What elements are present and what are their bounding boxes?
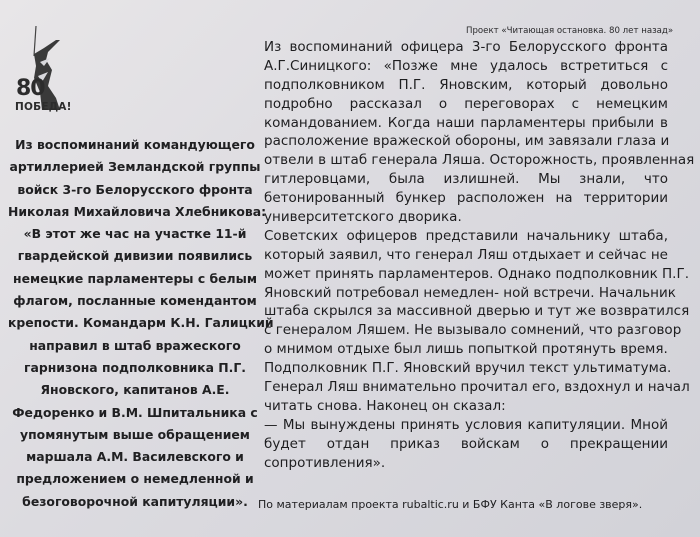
text-line: упомянутым выше обращением xyxy=(20,426,250,442)
text-line: читать снова. Наконец он сказал: xyxy=(264,397,506,414)
text-line: отвели в штаб генерала Ляша. Осторожность, проявленная xyxy=(264,152,695,169)
text-line: безоговорочной капитуляции». xyxy=(22,493,248,509)
text-line: Из воспоминаний офицера 3-го Белорусского фронта xyxy=(264,39,668,55)
khlebnikov-memoir xyxy=(8,134,274,513)
text-line: гарнизона подполковника П.Г. xyxy=(24,359,246,375)
text-line: может принять парламентеров. Однако подполковник П.Г. xyxy=(264,265,689,282)
text-line: войск 3-го Белорусского фронта xyxy=(17,181,253,197)
text-line: гвардейской дивизии появились xyxy=(17,248,253,264)
text-line: расположение вражеской обороны, им завязали глаза и xyxy=(264,133,670,150)
text-line: о мнимом отдыхе был лишь попыткой протянуть время. xyxy=(264,341,668,358)
text-line: немецкие парламентеры с белым xyxy=(13,270,257,286)
text-line: крепости. Командарм К.Н. Галицкий xyxy=(8,315,274,331)
logo-number: 80 xyxy=(16,76,45,101)
project-title: Проект «Читающая остановка. 80 лет назад» xyxy=(466,26,674,36)
text-line: А.Г.Синицкого: «Позже мне удалось встретиться с xyxy=(264,57,668,74)
text-line: Федоренко и В.М. Шпитальника с xyxy=(12,404,258,420)
text-line: бетонированный бункер расположен на территории xyxy=(264,190,668,207)
text-line: который заявил, что генерал Ляш отдыхает и сейчас не xyxy=(264,246,668,263)
text-line: артиллерией Земландской группы xyxy=(9,159,261,175)
text-line: Советских офицеров представили начальнику штаба, xyxy=(264,227,668,244)
text-line: подробно рассказал о переговорах с немецким xyxy=(264,95,668,112)
text-line: командованием. Когда наши парламентеры прибыли в xyxy=(264,114,668,131)
text-line: предложением о немедленной и xyxy=(16,471,254,487)
text-line: «В этот же час на участке 11-й xyxy=(23,226,247,242)
text-line: с генералом Ляшем. Не вызывало сомнений, что разговор xyxy=(264,322,682,339)
source-attribution: По материалам проекта rubaltic.ru и БФУ Канта «В логове зверя». xyxy=(258,498,643,511)
text-line: Подполковник П.Г. Яновский вручил текст ультиматума. xyxy=(264,360,672,377)
text-line: Яновский потребовал немедлен- ной встречи. Начальник xyxy=(264,284,676,301)
text-line: — Мы вынуждены принять условия капитуляции. Мной xyxy=(264,416,668,433)
text-line: Генерал Ляш внимательно прочитал его, вздохнул и начал xyxy=(264,379,690,396)
text-line: маршала А.М. Василевского и xyxy=(26,449,244,465)
sinitsky-memoir xyxy=(264,38,695,472)
text-line: сопротивления». xyxy=(264,454,386,471)
text-line: штаба скрылся за массивной дверью и тут же возвратился xyxy=(264,303,690,320)
text-line: Николая Михайловича Хлебникова: xyxy=(8,203,267,219)
text-line: флагом, посланные комендантом xyxy=(13,293,257,309)
text-line: гитлеровцами, была излишней. Мы знали, что xyxy=(264,171,668,188)
text-line: Из воспоминаний командующего xyxy=(15,137,255,152)
text-line: университетского дворика. xyxy=(264,209,462,226)
text-line: будет отдан приказ войскам о прекращении xyxy=(264,435,668,452)
text-line: направил в штаб вражеского xyxy=(29,337,241,353)
text-line: Яновского, капитанов А.Е. xyxy=(40,382,230,398)
logo-word: ПОБЕДА! xyxy=(15,101,72,113)
text-line: подполковником П.Г. Яновским, который довольно xyxy=(264,76,668,93)
